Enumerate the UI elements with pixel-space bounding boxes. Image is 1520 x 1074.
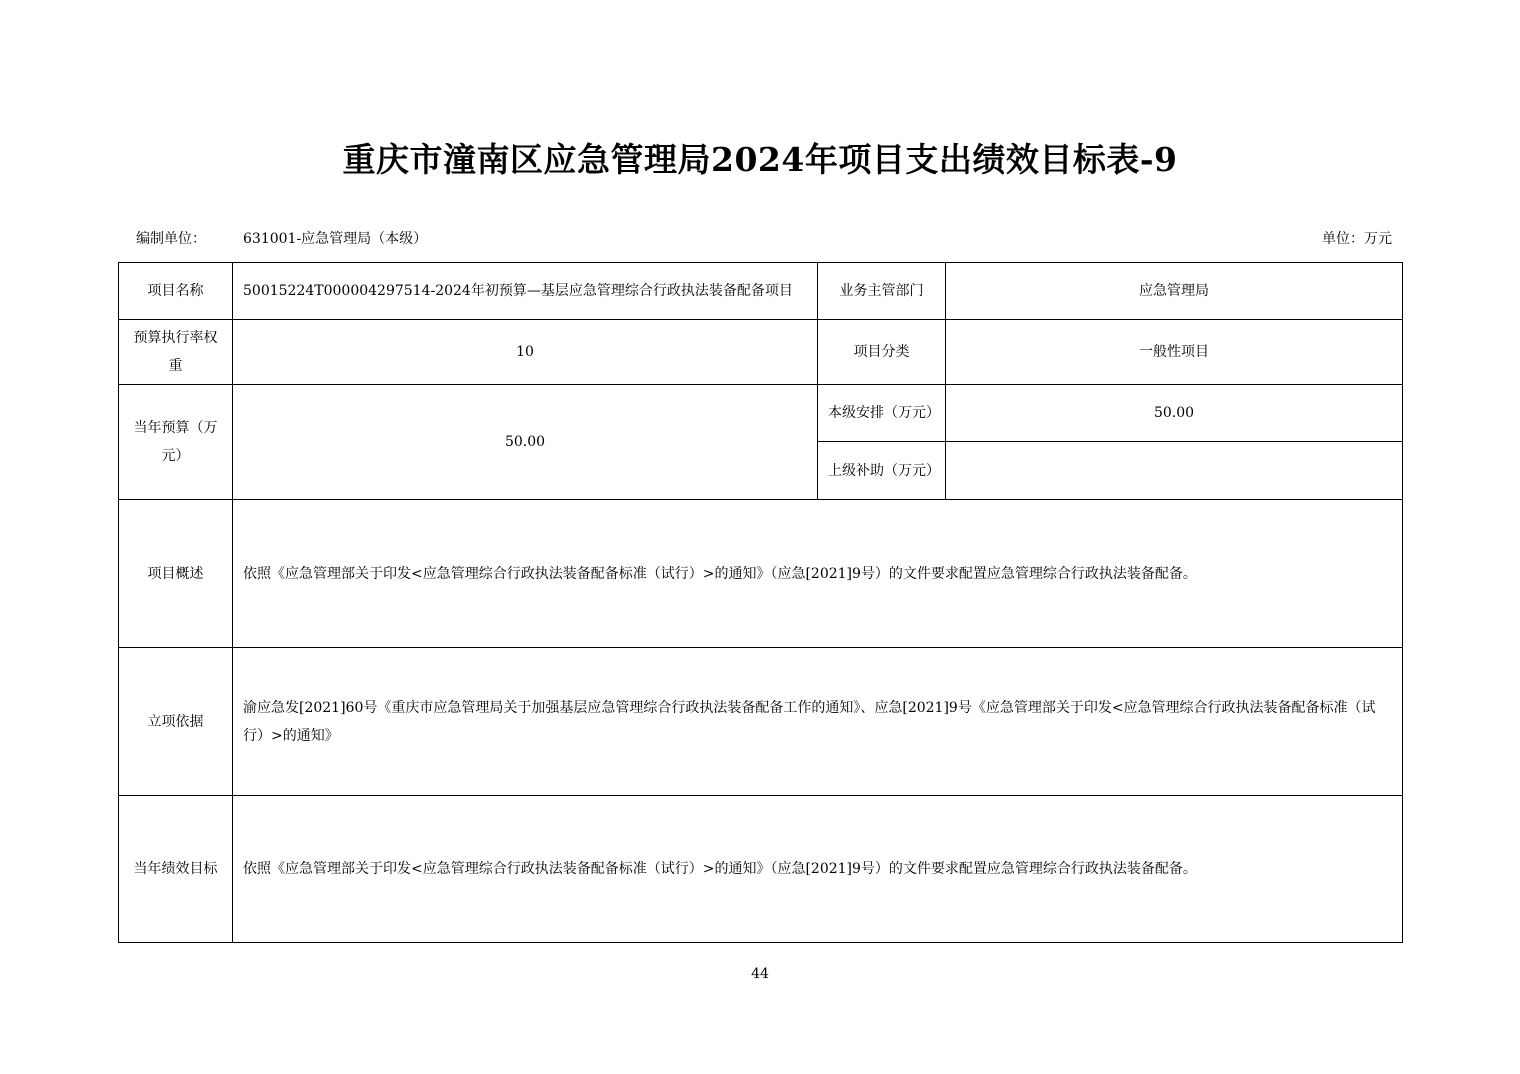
approval-basis-label: 立项依据 xyxy=(119,648,233,796)
local-arrangement-value: 50.00 xyxy=(946,385,1403,442)
table-row xyxy=(119,320,1403,385)
page-number: 44 xyxy=(751,966,769,982)
department-value: 应急管理局 xyxy=(946,263,1403,320)
local-arrangement-label: 本级安排（万元） xyxy=(818,385,946,442)
table-row xyxy=(119,648,1403,796)
table-row xyxy=(119,796,1403,943)
project-name-label: 项目名称 xyxy=(119,263,233,320)
table-row xyxy=(119,500,1403,648)
execution-weight-label: 预算执行率权重 xyxy=(119,320,233,385)
meta-row xyxy=(0,228,1520,250)
table-row xyxy=(119,385,1403,442)
annual-budget-value: 50.00 xyxy=(233,385,818,500)
department-label: 业务主管部门 xyxy=(818,263,946,320)
overview-label: 项目概述 xyxy=(119,500,233,648)
annual-goal-label: 当年绩效目标 xyxy=(119,796,233,943)
annual-goal-value: 依照《应急管理部关于印发<应急管理综合行政执法装备配备标准（试行）>的通知》（应急[2021]9号）的文件要求配置应急管理综合行政执法装备配备。 xyxy=(233,796,1403,943)
table-row xyxy=(119,263,1403,320)
project-category-label: 项目分类 xyxy=(818,320,946,385)
compiling-unit-label: 编制单位： xyxy=(136,231,206,247)
project-category-value: 一般性项目 xyxy=(946,320,1403,385)
page-title: 重庆市潼南区应急管理局2024年项目支出绩效目标表-9 xyxy=(342,140,1178,179)
currency-unit: 单位：万元 xyxy=(1322,231,1392,247)
superior-subsidy-value xyxy=(946,442,1403,500)
execution-weight-value: 10 xyxy=(233,320,818,385)
annual-budget-label: 当年预算（万元） xyxy=(119,385,233,500)
compiling-unit-value: 631001-应急管理局（本级） xyxy=(243,231,428,247)
superior-subsidy-label: 上级补助（万元） xyxy=(818,442,946,500)
project-name-value: 50015224T000004297514-2024年初预算—基层应急管理综合行政执法装备配备项目 xyxy=(233,263,818,320)
overview-value: 依照《应急管理部关于印发<应急管理综合行政执法装备配备标准（试行）>的通知》（应急[2021]9号）的文件要求配置应急管理综合行政执法装备配备。 xyxy=(233,500,1403,648)
approval-basis-value: 渝应急发[2021]60号《重庆市应急管理局关于加强基层应急管理综合行政执法装备配备工作的通知》、应急[2021]9号《应急管理部关于印发<应急管理综合行政执法装备配备标准（试行）>的通知》 xyxy=(233,648,1403,796)
performance-target-table xyxy=(118,262,1403,943)
